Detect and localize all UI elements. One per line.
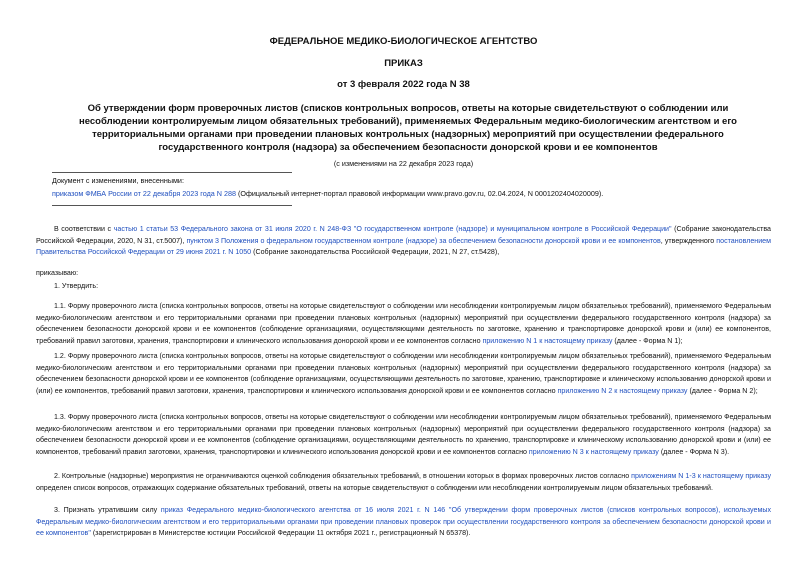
text: (далее - Форма N 3). xyxy=(658,447,730,456)
paragraph-1-1 xyxy=(36,301,771,347)
text: (Собрание законодательства Российской Федерации, 2020, N 31, ст.5007), xyxy=(36,225,771,245)
paragraph-2 xyxy=(36,471,771,494)
paragraph-1-2 xyxy=(36,351,771,397)
page-title: Об утверждении форм проверочных листов (списков контрольных вопросов, ответы на которые свидетельствуют о соблюдении или несоблюдении контролируемым лицом обязательных требований), применяемых Федеральным медико-биологическим агентством и его территориальными органами при проведении плановых контрольных (надзорных) мероприятий при осуществлении федерального государственного контроля (надзора) за обеспечением безопасности донорской крови и ее компонентов xyxy=(79,103,737,153)
repealed-order-link[interactable]: приказ Федерального медико-биологического агентства от 16 июля 2021 г. N 146 "Об утверждении форм проверочных листов (списков контрольных вопросов), используемых Федеральным медико-биологическим агентством и его территориальными органами при проведении плановых проверок при осуществлении государственного контроля за обеспечением безопасности донорской крови и ее компонентов" xyxy=(36,506,771,538)
paragraph-order: приказываю: xyxy=(36,269,79,277)
text: (далее - Форма N 2); xyxy=(687,386,758,395)
paragraph-1-3 xyxy=(36,412,771,458)
appendix-3-link[interactable]: приложению N 3 к настоящему приказу xyxy=(528,447,659,456)
paragraph-3 xyxy=(36,505,771,540)
text: В соответствии с xyxy=(54,225,114,233)
text: 1.3. Форму проверочного листа (списка контрольных вопросов, ответы на которые свидетельствуют о соблюдении или несоблюдении контролируемым лицом обязательных требований), применяемого Федеральным медико-биологическим агентством и его территориальными органами при проведении плановых контрольных (надзорных) мероприятий при осуществлении федерального государственного контроля (надзора) за обеспечением безопасности донорской крови и ее компонентов (соблюдение организациями, осуществляющими деятельность по хранению, транспортировке и клиническому использованию донорской крови и (или) ее компонентов, требований правил заготовки, хранения, транспортировки и клинического использования донорской крови и ее компонентов согласно xyxy=(36,413,771,456)
text: (Собрание законодательства Российской Федерации, 2021, N 27, ст.5428), xyxy=(251,248,500,257)
divider-bottom xyxy=(52,205,292,206)
appendix-2-link[interactable]: приложению N 2 к настоящему приказу xyxy=(557,386,688,395)
text: определен список вопросов, отражающих содержание обязательных требований, ответы на которые свидетельствуют о соблюдении или несоблюдении контролируемым лицом обязательных требований. xyxy=(36,483,713,492)
doc-changes-label: Документ с изменениями, внесенными: xyxy=(52,176,184,185)
divider-top xyxy=(52,172,292,173)
text: 3. Признать утратившим силу xyxy=(54,506,161,514)
government-decree-link[interactable]: постановлением Правительства Российской Федерации от 29 июня 2021 г. N 1050 xyxy=(36,236,771,257)
doc-type: ПРИКАЗ xyxy=(384,58,423,69)
text: (зарегистрирован в Министерстве юстиции Российской Федерации 11 октября 2021 г., регистрационный N 65378). xyxy=(90,529,471,538)
paragraph-basis xyxy=(36,224,771,259)
law-248-link[interactable]: частью 1 статьи 53 Федерального закона от 31 июля 2020 г. N 248-ФЗ "О государственном контроле (надзоре) и муниципальном контроле в Российской Федерации" xyxy=(113,225,672,233)
doc-changes-rest: (Официальный интернет-портал правовой информации www.pravo.gov.ru, 02.04.2024, N 0001202404020009). xyxy=(235,189,604,198)
paragraph-approve: 1. Утвердить: xyxy=(54,282,99,290)
agency-name: ФЕДЕРАЛЬНОЕ МЕДИКО-БИОЛОГИЧЕСКОЕ АГЕНТСТВО xyxy=(269,36,538,47)
text: (далее - Форма N 1); xyxy=(612,336,683,345)
text: 2. Контрольные (надзорные) мероприятия не ограничиваются оценкой соблюдения обязательных требований, в отношении которых в формах проверочных листов согласно xyxy=(54,472,632,480)
text: , утвержденного xyxy=(660,236,717,245)
changes-note: (с изменениями на 22 декабря 2023 года) xyxy=(333,159,474,168)
amending-order-link[interactable]: приказом ФМБА России от 22 декабря 2023 года N 288 xyxy=(52,189,236,198)
text: 1.1. Форму проверочного листа (списка контрольных вопросов, ответы на которые свидетельствуют о соблюдении или несоблюдении контролируемым лицом обязательных требований), применяемого Федеральным медико-биологическим агентством и его территориальными органами при проведении плановых контрольных (надзорных) мероприятий при осуществлении федерального государственного контроля (надзора) за обеспечением безопасности донорской крови и ее компонентов (соблюдение организациями, осуществляющими деятельность по заготовке, хранению и транспортировке донорской крови и (или) ее компонентов, требований правил заготовки, хранения, транспортировки и клинического использования донорской крови и ее компонентов согласно xyxy=(36,302,771,345)
doc-changes-line xyxy=(52,187,752,200)
appendix-1-link[interactable]: приложению N 1 к настоящему приказу xyxy=(482,336,613,345)
doc-date-number: от 3 февраля 2022 года N 38 xyxy=(337,79,470,90)
text: 1.2. Форму проверочного листа (списка контрольных вопросов, ответы на которые свидетельствуют о соблюдении или несоблюдении контролируемым лицом обязательных требований), применяемого Федеральным медико-биологическим агентством и его территориальными органами при проведении плановых контрольных (надзорных) мероприятий при осуществлении федерального государственного контроля (надзора) за обеспечением безопасности донорской крови и ее компонентов (соблюдение организациями, осуществляющими деятельность по заготовке, хранению, транспортировке и клиническому использованию донорской крови и (или) ее компонентов, требований правил заготовки, хранения, транспортировки и клинического использования донорской крови и ее компонентов согласно xyxy=(36,352,771,395)
regulation-link[interactable]: пунктом 3 Положения о федеральном государственном контроле (надзоре) за обеспечением безопасности донорской крови и ее компонентов xyxy=(186,236,661,245)
appendices-1-3-link[interactable]: приложениям N 1-3 к настоящему приказу xyxy=(631,472,771,480)
